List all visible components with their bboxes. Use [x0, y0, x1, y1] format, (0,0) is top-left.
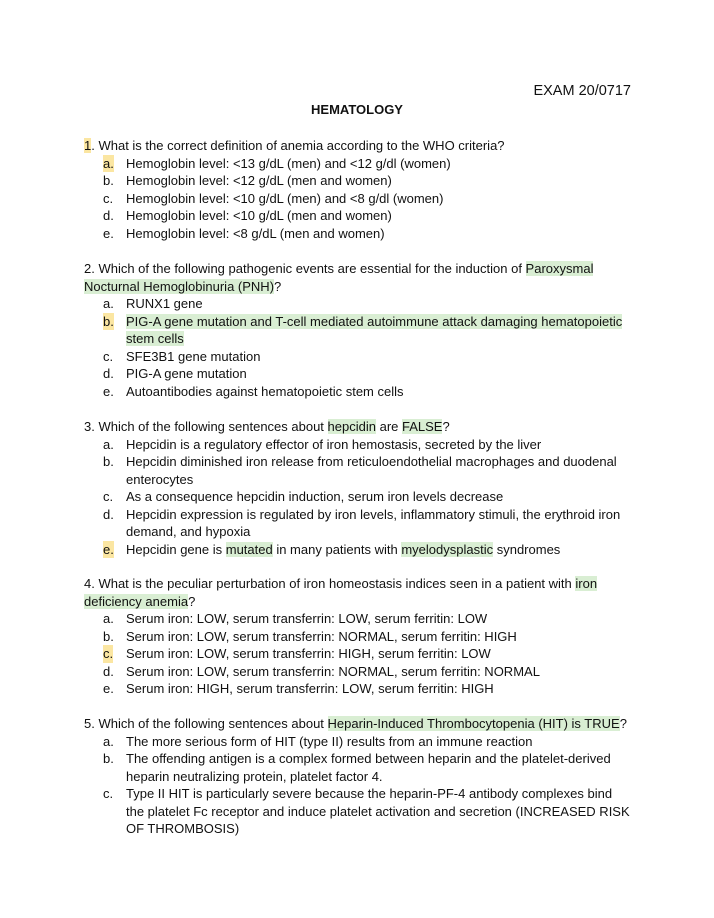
option-letter: a. [103, 611, 114, 626]
highlight-term: mutated [225, 541, 273, 557]
option-letter: b. [103, 751, 114, 766]
option-letter: d. [103, 366, 114, 381]
option-4d: d. Serum iron: LOW, serum transferrin: NORMAL, serum ferritin: NORMAL [103, 663, 540, 679]
option-4c: c. Serum iron: LOW, serum transferrin: HIGH, serum ferritin: LOW [103, 646, 491, 661]
highlight-term: FALSE [402, 419, 443, 434]
option-2a: a. RUNX1 gene [103, 296, 203, 311]
option-letter: c. [103, 786, 114, 801]
option-letter: c. [103, 348, 114, 364]
option-5c: c. Type II HIT is particularly severe because the heparin-PF-4 antibody complexes bind the platelet Fc receptor and induce platelet activation and secretion (INCREASED RISK OF THROMBOSIS) [103, 786, 630, 836]
highlight-term: myelodysplastic [401, 541, 494, 557]
option-letter: d. [103, 208, 114, 223]
question-4 [84, 575, 632, 698]
option-letter: a. [103, 733, 114, 749]
question-3-text: 3. Which of the following sentences about hepcidin are FALSE? [84, 419, 450, 434]
option-1d: d. Hemoglobin level: <10 g/dL (men and women) [103, 208, 392, 223]
option-3b: b. Hepcidin diminished iron release from reticuloendothelial macrophages and duodenal enterocytes [103, 454, 617, 487]
option-2d: d. PIG-A gene mutation [103, 366, 247, 381]
option-letter: c. [103, 190, 114, 206]
option-letter: b. [103, 173, 114, 188]
option-letter: e. [103, 225, 114, 241]
highlight-term: Paroxysmal Nocturnal Hemoglobinuria (PNH) [84, 261, 594, 294]
option-1c: c. Hemoglobin level: <10 g/dL (men) and <8 g/dl (women) [103, 190, 444, 206]
exam-id: EXAM 20/0717 [533, 83, 631, 99]
option-letter: d. [103, 506, 114, 522]
question-2 [84, 260, 632, 400]
option-letter: b. [103, 454, 114, 469]
option-letter: b. [103, 628, 114, 644]
question-1 [84, 137, 632, 242]
option-letter: a. [103, 155, 114, 171]
highlight-term: iron deficiency anemia [84, 576, 598, 609]
option-1e: e. Hemoglobin level: <8 g/dL (men and women) [103, 225, 385, 241]
question-2-text: 2. Which of the following pathogenic events are essential for the induction of Paroxysmal Nocturnal Hemoglobinuria (PNH)? [84, 261, 594, 294]
option-3e: e. Hepcidin gene is mutated in many patients with myelodysplastic syndromes [103, 541, 561, 557]
option-3c: c. As a consequence hepcidin induction, serum iron levels decrease [103, 489, 504, 504]
option-letter: d. [103, 663, 114, 679]
page-title: HEMATOLOGY [311, 102, 403, 117]
question-5-options [84, 733, 632, 838]
option-3d: d. Hepcidin expression is regulated by iron levels, inflammatory stimuli, the erythroid iron demand, and hypoxia [103, 506, 621, 539]
question-5-text: 5. Which of the following sentences about Heparin-Induced Thrombocytopenia (HIT) is TRUE? [84, 716, 627, 731]
option-1a: a. Hemoglobin level: <13 g/dL (men) and <12 g/dl (women) [103, 155, 451, 171]
option-1b: b. Hemoglobin level: <12 g/dL (men and women) [103, 173, 392, 188]
question-4-options [84, 610, 632, 698]
option-5a: a. The more serious form of HIT (type II) results from an immune reaction [103, 733, 533, 749]
question-1-number: 1 [84, 138, 92, 153]
highlight-term: Heparin-Induced Thrombocytopenia (HIT) is TRUE [327, 716, 620, 731]
question-4-text: 4. What is the peculiar perturbation of iron homeostasis indices seen in a patient with iron deficiency anemia? [84, 576, 598, 609]
option-letter: e. [103, 383, 114, 399]
option-5b: b. The offending antigen is a complex formed between heparin and the platelet-derived heparin neutralizing protein, platelet factor 4. [103, 751, 611, 784]
option-letter: a. [103, 296, 114, 311]
option-letter: e. [103, 541, 114, 557]
option-letter: c. [103, 489, 114, 504]
highlight-term: hepcidin [327, 419, 376, 434]
option-letter: a. [103, 436, 114, 452]
option-letter: c. [103, 646, 114, 661]
option-4b: b. Serum iron: LOW, serum transferrin: NORMAL, serum ferritin: HIGH [103, 628, 517, 644]
option-letter: e. [103, 681, 114, 696]
question-3-options [84, 436, 632, 559]
question-5 [84, 715, 632, 838]
option-2c: c. SFE3B1 gene mutation [103, 348, 261, 364]
question-1-text: 1. What is the correct definition of anemia according to the WHO criteria? [84, 138, 505, 153]
option-4e: e. Serum iron: HIGH, serum transferrin: LOW, serum ferritin: HIGH [103, 681, 494, 696]
option-3a: a. Hepcidin is a regulatory effector of iron hemostasis, secreted by the liver [103, 436, 542, 452]
option-letter: b. [103, 313, 114, 329]
option-2e: e. Autoantibodies against hematopoietic stem cells [103, 383, 404, 399]
question-2-options [84, 295, 632, 400]
question-3 [84, 418, 632, 558]
option-2b: b. PIG-A gene mutation and T-cell mediated autoimmune attack damaging hematopoietic stem cells [103, 313, 623, 346]
option-4a: a. Serum iron: LOW, serum transferrin: LOW, serum ferritin: LOW [103, 611, 488, 626]
question-1-options [84, 155, 632, 243]
